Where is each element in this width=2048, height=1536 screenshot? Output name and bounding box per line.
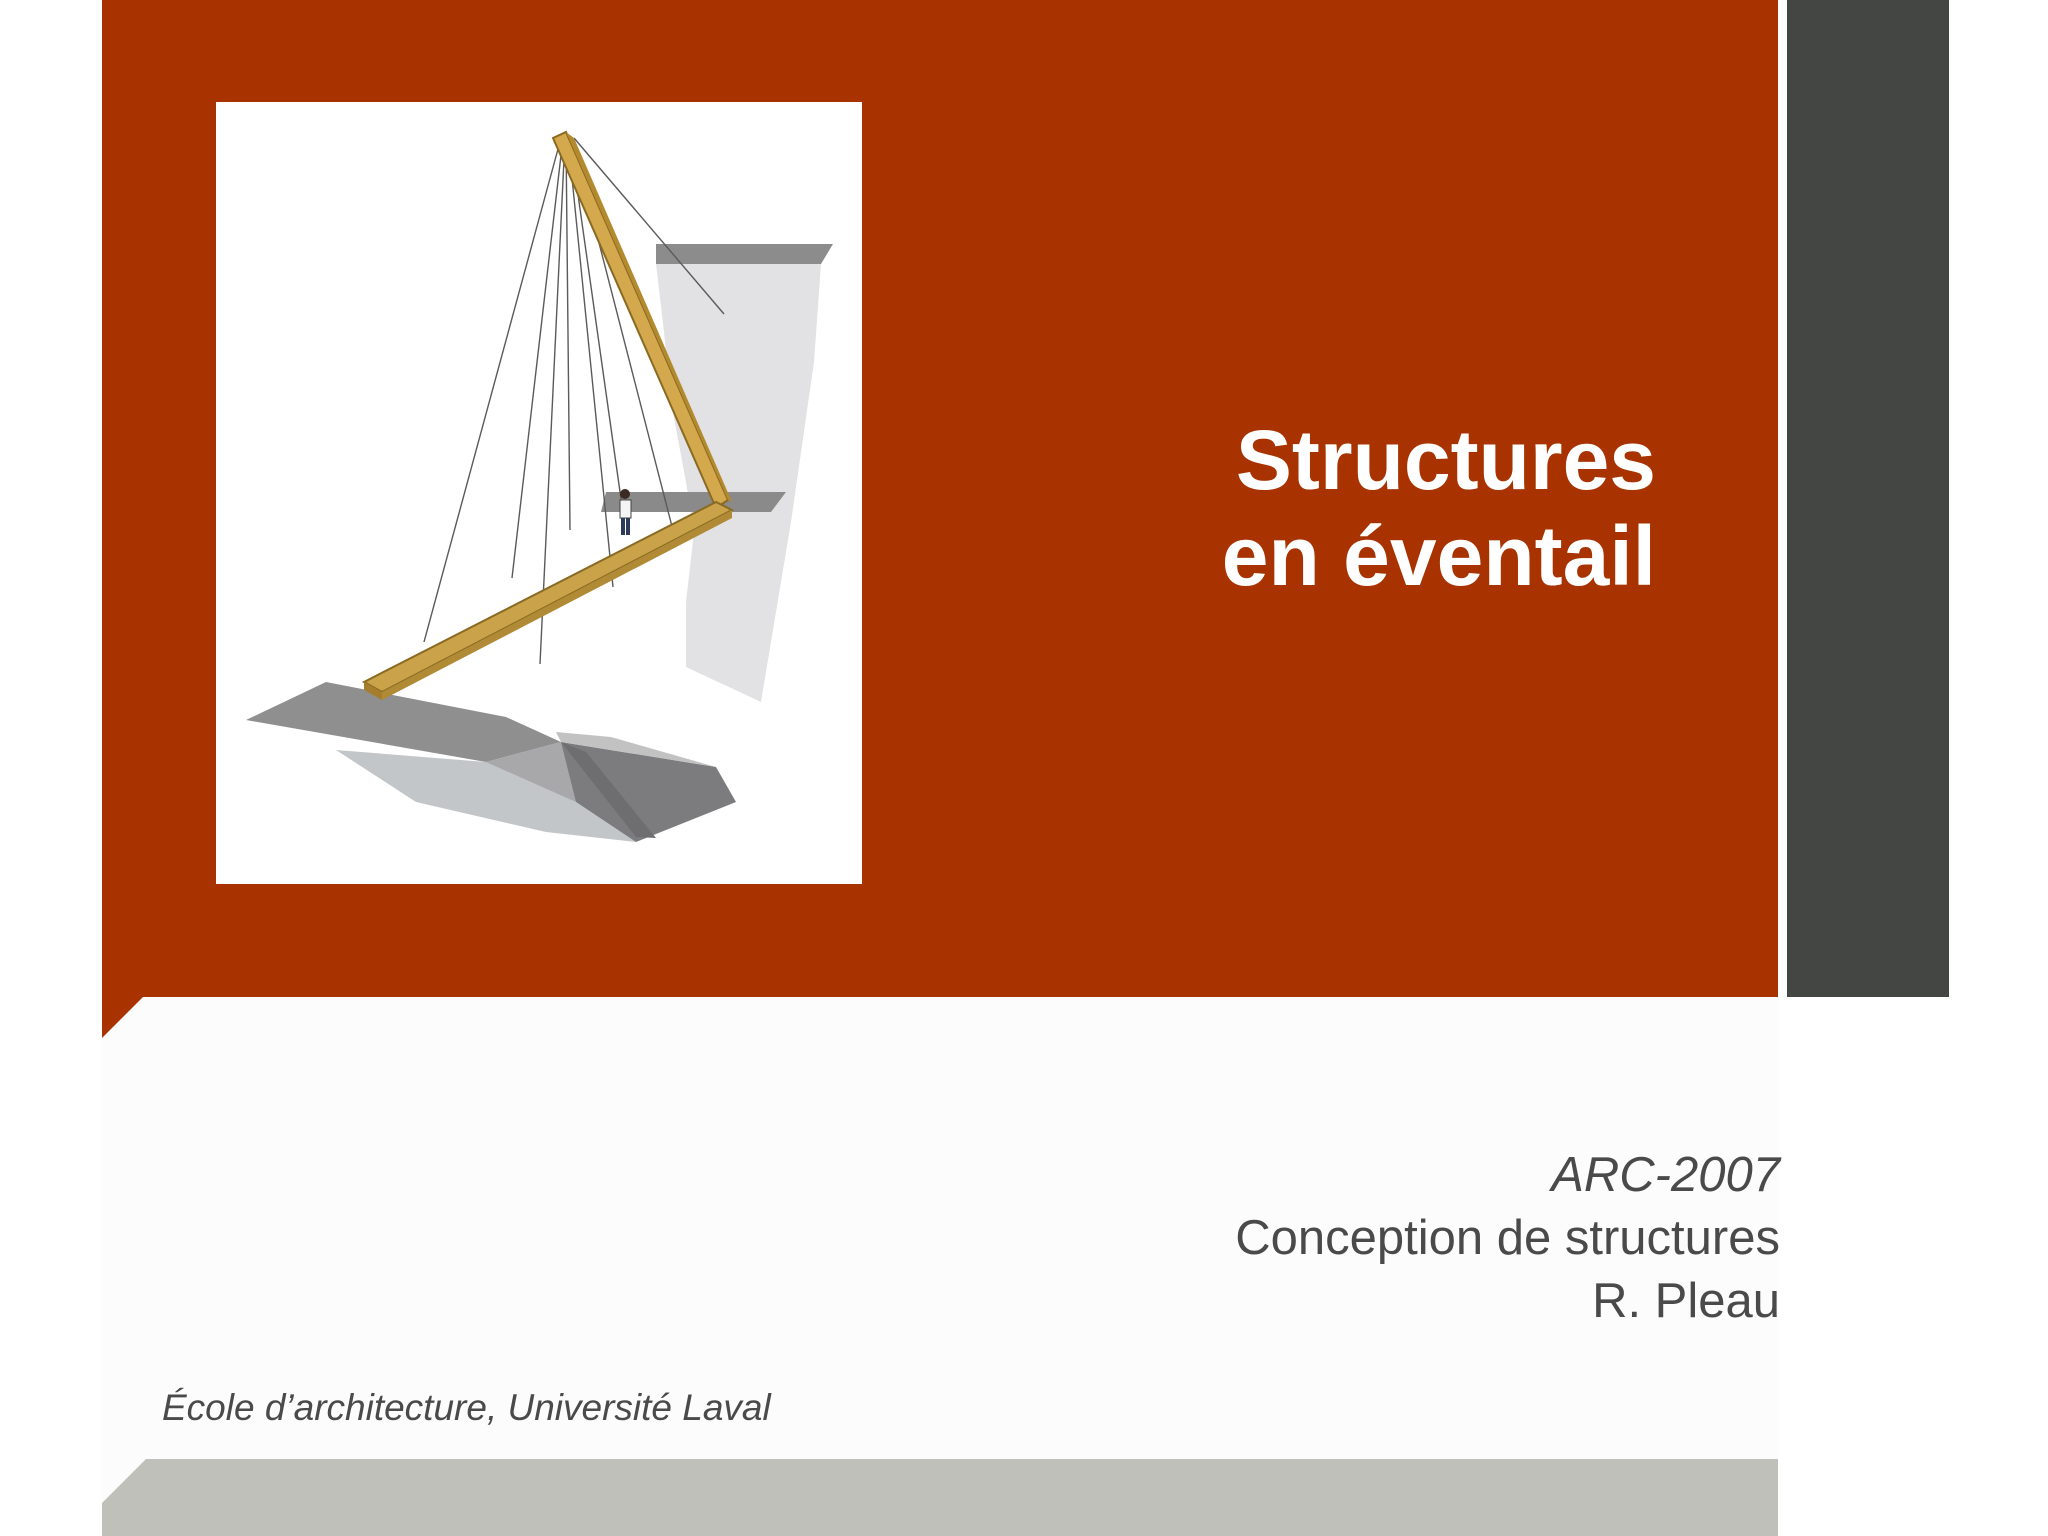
author-name: R. Pleau — [1592, 1274, 1780, 1328]
course-info — [980, 1144, 1780, 1333]
footer-band — [102, 1459, 1778, 1536]
person-figure — [620, 489, 631, 535]
bridge-drawing — [216, 102, 862, 884]
title-line-1: Structures — [1235, 413, 1656, 507]
far-bank — [656, 244, 833, 264]
course-name: Conception de structures — [1235, 1211, 1780, 1265]
far-ravine-wall — [656, 264, 821, 702]
school-name: École d’architecture, Université Laval — [162, 1387, 771, 1428]
side-accent-bar — [1787, 0, 1949, 997]
slide-title — [956, 412, 1656, 604]
title-line-2: en éventail — [1221, 509, 1656, 603]
bridge-illustration — [216, 102, 862, 884]
course-code: ARC-2007 — [1551, 1148, 1780, 1202]
bridge-deck — [364, 502, 732, 692]
near-bank — [246, 682, 561, 762]
